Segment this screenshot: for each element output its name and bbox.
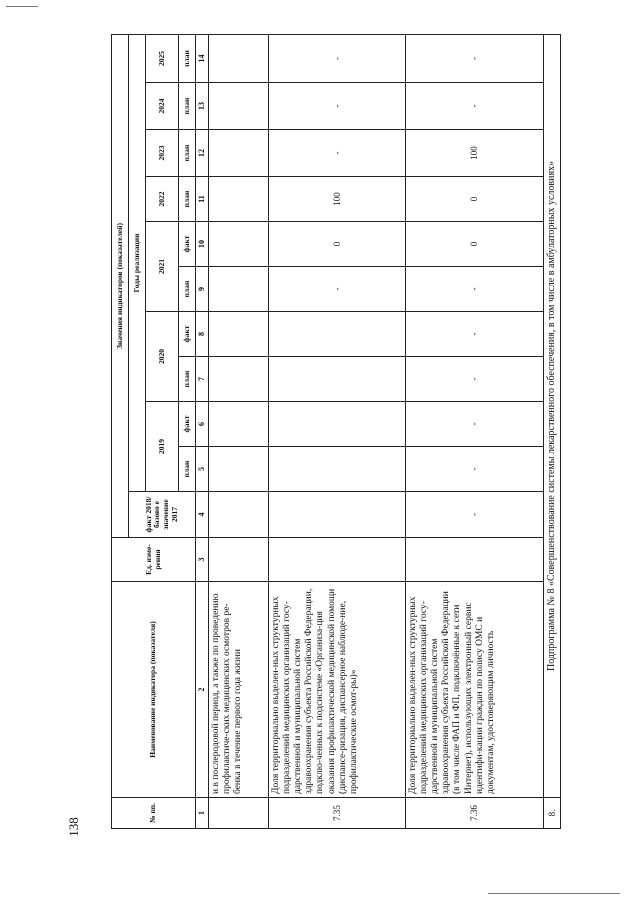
column-number: 7 — [196, 357, 209, 402]
row-num: 7.35 — [269, 798, 406, 829]
header-name: Наименование индикатора (показателя) — [112, 582, 196, 798]
row-value: - — [406, 83, 544, 130]
row-value: 0 — [269, 222, 406, 267]
column-number: 5 — [196, 447, 209, 492]
row-name: Доля территориально выделен-ных структурных подразделений медицинских организаций госу-дарственной и муниципальной систем здравоохранения субъекта Российской Федерации (в том числе ФАП и ФП, подключённые к сети Интернет), использующих электронный сервис идентифи-кации граждан по полису ОМС и документам, удостоверяющим личность — [406, 582, 544, 798]
header-fact: факт — [179, 402, 196, 447]
row-value: - — [406, 402, 544, 447]
bottom-rule — [488, 893, 620, 894]
row-value — [209, 267, 269, 312]
column-number: 14 — [196, 34, 209, 82]
row-base: - — [406, 492, 544, 538]
row-value: 100 — [269, 177, 406, 222]
column-number: 1 — [196, 798, 209, 829]
subprogram-num: 8. — [544, 798, 561, 829]
page-number: 138 — [66, 817, 81, 837]
header-year-2023: 2023 — [146, 130, 179, 177]
column-number: 10 — [196, 222, 209, 267]
row-value — [209, 34, 269, 82]
row-value — [269, 447, 406, 492]
column-number: 13 — [196, 83, 209, 130]
header-plan: план — [179, 83, 196, 130]
header-year-2021: 2021 — [146, 222, 179, 312]
header-plan: план — [179, 177, 196, 222]
column-number: 11 — [196, 177, 209, 222]
table-row — [209, 34, 269, 828]
subprogram-row — [544, 34, 561, 828]
header-fact: факт — [179, 312, 196, 357]
column-number: 4 — [196, 492, 209, 538]
row-value — [269, 357, 406, 402]
row-value — [209, 130, 269, 177]
rotated-table-sheet — [111, 35, 558, 829]
row-value: - — [269, 34, 406, 82]
row-value — [209, 177, 269, 222]
subprogram-title: Подпрограмма № 8 «Совершенствование системы лекарственного обеспечения, в том числе в амбулаторных условиях» — [544, 34, 561, 797]
header-plan: план — [179, 34, 196, 82]
indicator-table — [111, 34, 561, 829]
row-value: - — [269, 83, 406, 130]
header-year-2025: 2025 — [146, 34, 179, 82]
column-number: 3 — [196, 538, 209, 582]
row-num: 7.36 — [406, 798, 544, 829]
table-row — [406, 34, 544, 828]
row-value: - — [406, 34, 544, 82]
header-year-2022: 2022 — [146, 177, 179, 222]
row-name: Доля территориально выделен-ных структурных подразделений медицинских организаций госу-дарственной и муниципальной систем здравоохранения субъекта Российской Федерации, подклю-ченных к подсистеме «Организа-ция оказания профилактической медицинской помощи (диспансе-ризация, диспансерное наблюде-ние, профилактические осмот-ры)» — [269, 582, 406, 798]
row-base — [209, 492, 269, 538]
row-value — [209, 402, 269, 447]
row-value — [209, 357, 269, 402]
header-plan: план — [179, 267, 196, 312]
header-plan: план — [179, 357, 196, 402]
header-num: № пп. — [112, 798, 196, 829]
row-value: 0 — [406, 177, 544, 222]
column-number: 9 — [196, 267, 209, 312]
row-value — [209, 312, 269, 357]
top-rule — [6, 6, 38, 7]
row-value: - — [406, 357, 544, 402]
row-unit — [269, 538, 406, 582]
row-value: 0 — [406, 222, 544, 267]
header-plan: план — [179, 447, 196, 492]
row-value: 100 — [406, 130, 544, 177]
column-number: 12 — [196, 130, 209, 177]
header-unit: Ед. изме-рения — [112, 538, 196, 582]
header-values-group: Значения индикаторов (показателей) — [112, 34, 129, 537]
column-number: 6 — [196, 402, 209, 447]
column-number: 8 — [196, 312, 209, 357]
column-number: 2 — [196, 582, 209, 798]
header-year-2019: 2019 — [146, 402, 179, 492]
row-name: и в послеродовой период, а также по проведению профилактиче-ских медицинских осмотров ре-бенка в течение первого года жизни — [209, 582, 269, 798]
header-plan: план — [179, 130, 196, 177]
header-year-2024: 2024 — [146, 83, 179, 130]
row-base — [269, 492, 406, 538]
row-value — [209, 222, 269, 267]
row-value: - — [406, 267, 544, 312]
row-value: - — [406, 447, 544, 492]
row-unit — [209, 538, 269, 582]
row-value — [209, 447, 269, 492]
row-value: - — [269, 130, 406, 177]
header-years-group: Годы реализации — [129, 34, 146, 491]
row-num — [209, 798, 269, 829]
row-value — [209, 83, 269, 130]
row-value: - — [269, 267, 406, 312]
header-fact: факт — [179, 222, 196, 267]
row-unit — [406, 538, 544, 582]
header-year-2020: 2020 — [146, 312, 179, 402]
row-value: - — [406, 312, 544, 357]
row-value — [269, 312, 406, 357]
header-fact-base: факт 2018/базово е значение 2017 — [129, 492, 196, 538]
table-row — [269, 34, 406, 828]
row-value — [269, 402, 406, 447]
